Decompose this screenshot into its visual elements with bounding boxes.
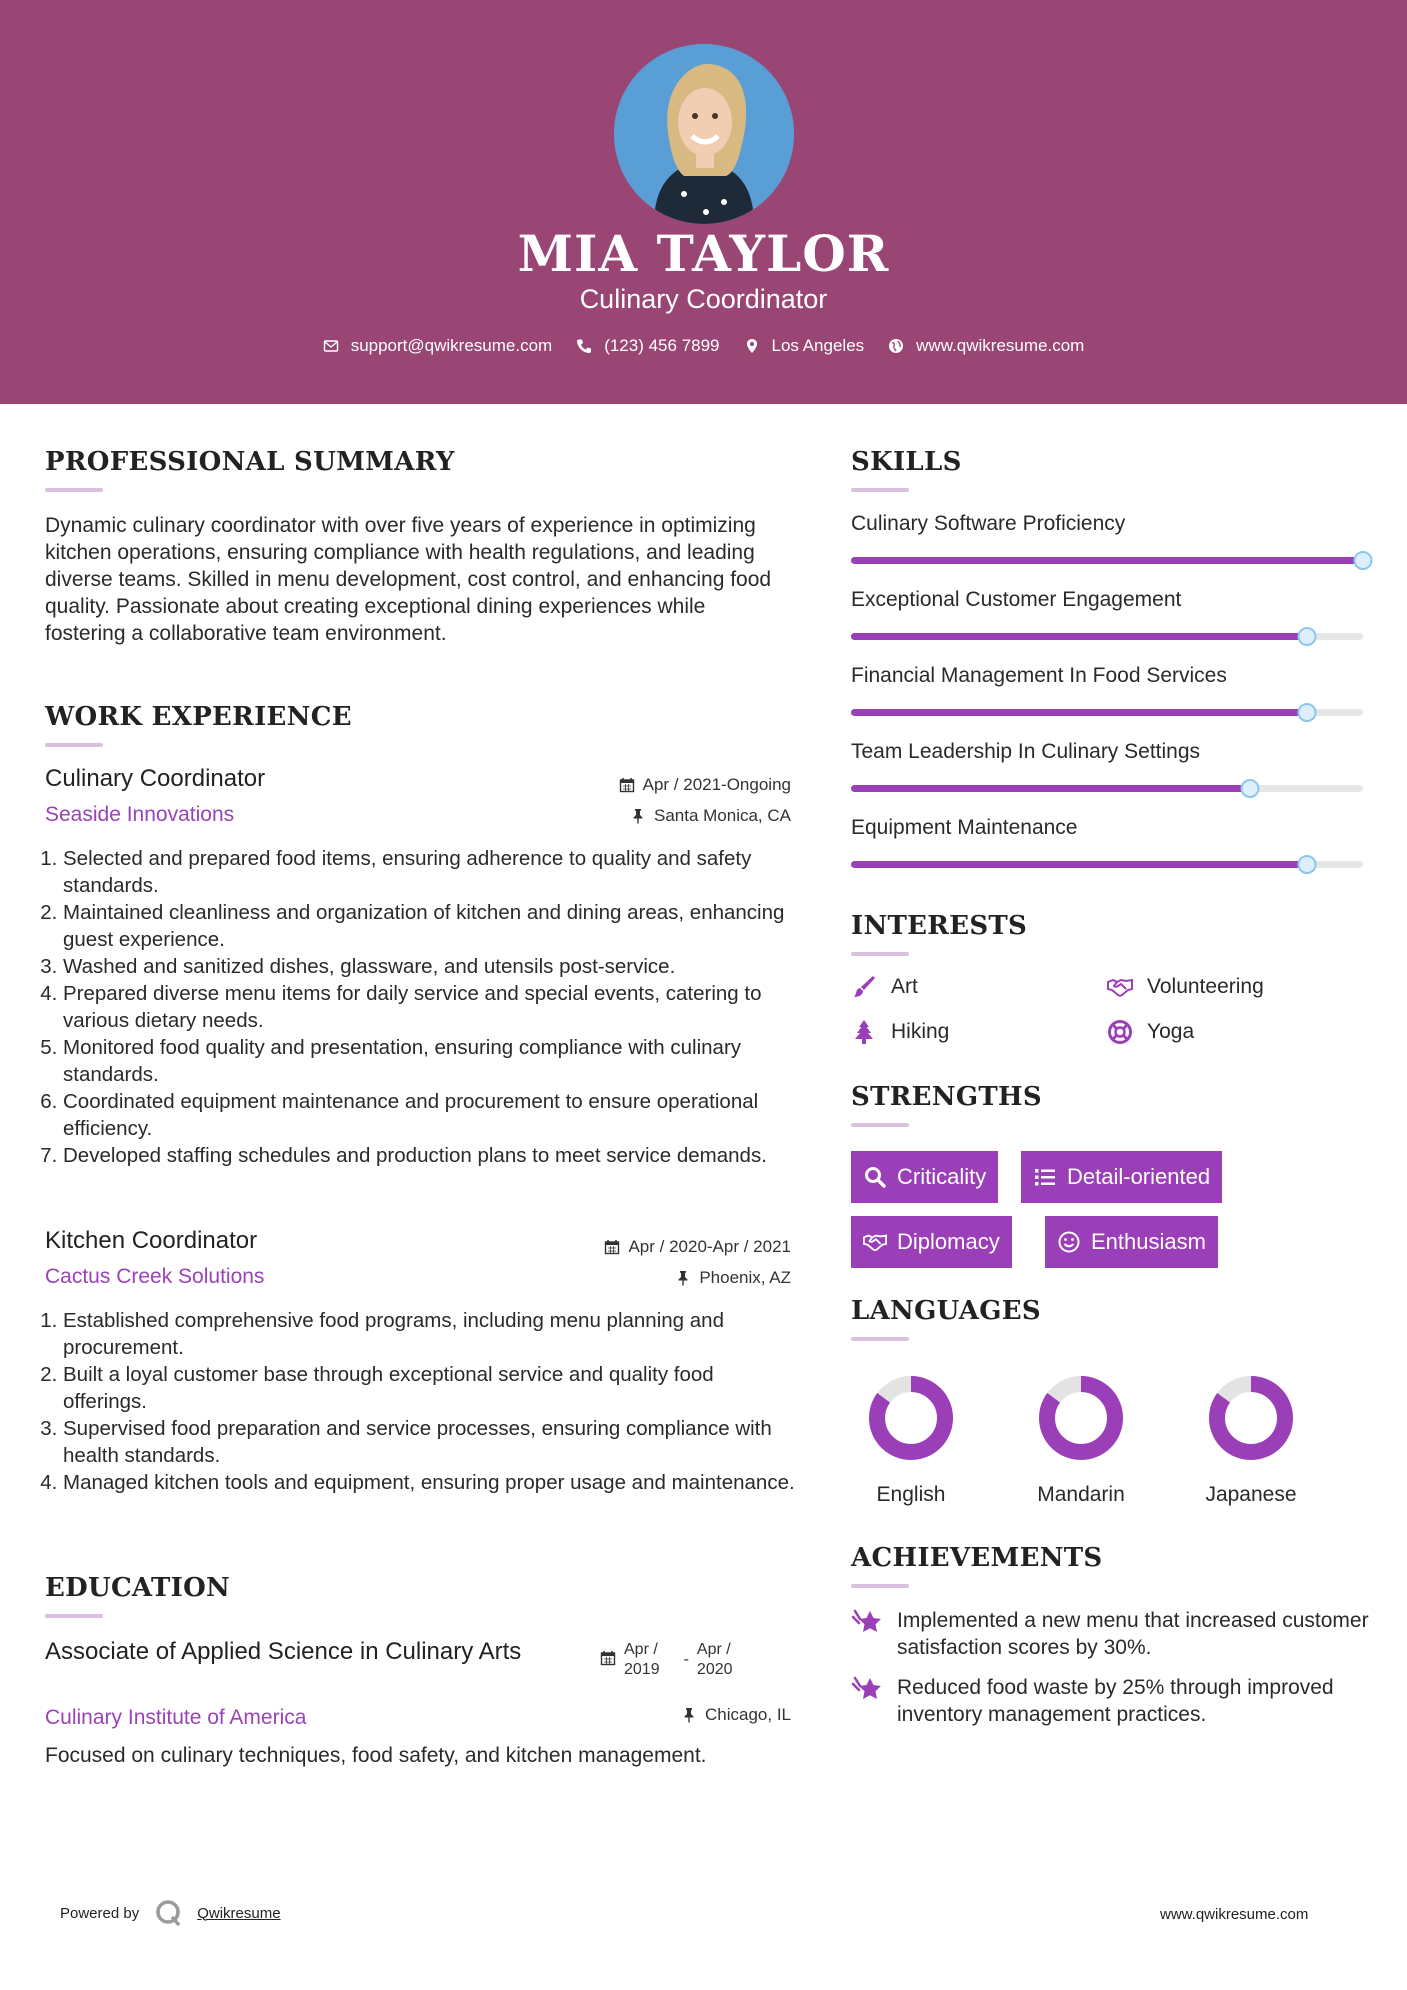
strength-chip-detail-oriented xyxy=(1021,1151,1222,1203)
interest-item-art xyxy=(851,974,918,1000)
footer-website[interactable]: www.qwikresume.com xyxy=(1160,1906,1309,1923)
strengths-heading-rule xyxy=(851,1123,909,1127)
profile-photo xyxy=(614,44,794,224)
contact-website[interactable] xyxy=(888,336,1084,356)
contact-location xyxy=(744,336,865,356)
achievement-text: Reduced food waste by 25% through improved inventory management practices. xyxy=(897,1676,1334,1726)
education-location xyxy=(600,1705,791,1725)
strengths-heading: STRENGTHS xyxy=(851,1082,1042,1112)
languages-heading: LANGUAGES xyxy=(851,1296,1041,1326)
language-level-donut xyxy=(865,1372,957,1464)
language-item xyxy=(841,1372,981,1507)
paintbrush-icon xyxy=(851,974,877,1000)
medal-star-icon xyxy=(851,1607,883,1639)
interest-label: Hiking xyxy=(891,1020,950,1043)
job-location xyxy=(500,1268,791,1288)
skill-level-knob xyxy=(1241,779,1260,798)
summary-text: Dynamic culinary coordinator with over five years of experience in optimizing kitchen operations, ensuring compliance with health regulations, and leading diverse teams. Skilled in menu development, cost control, and enhancing food quality. Passionate about creating exceptional dining experiences while fostering a collaborative team environment. xyxy=(45,514,772,645)
calendar-icon xyxy=(604,1239,620,1255)
interests-heading-rule xyxy=(851,952,909,956)
interest-label: Volunteering xyxy=(1147,975,1264,998)
education-heading: EDUCATION xyxy=(45,1573,231,1603)
language-label: Mandarin xyxy=(1037,1483,1125,1506)
skill-level-fill xyxy=(851,709,1307,716)
skill-level-bar xyxy=(851,785,1363,792)
skill-level-bar xyxy=(851,633,1363,640)
powered-by-text: Powered by xyxy=(60,1904,140,1922)
skill-level-bar xyxy=(851,557,1363,564)
list-item: 7. Developed staffing schedules and production plans to meet service demands. xyxy=(63,1142,795,1169)
interest-label: Yoga xyxy=(1147,1020,1195,1043)
skill-level-knob xyxy=(1297,855,1316,874)
skill-level-knob xyxy=(1354,551,1373,570)
language-item xyxy=(1181,1372,1321,1507)
achievements-heading-rule xyxy=(851,1584,909,1588)
job-location-text: Phoenix, AZ xyxy=(699,1268,791,1287)
company-name: Cactus Creek Solutions xyxy=(45,1265,265,1288)
interest-item-volunteering xyxy=(1107,974,1264,1000)
footer-powered-by xyxy=(60,1898,281,1928)
education-end xyxy=(697,1640,733,1680)
job-duties-list xyxy=(45,845,795,1169)
skill-level-fill xyxy=(851,557,1363,564)
experience-heading: WORK EXPERIENCE xyxy=(45,702,352,732)
skill-label: Financial Management In Food Services xyxy=(851,664,1227,687)
candidate-title: Culinary Coordinator xyxy=(579,284,828,314)
skill-level-knob xyxy=(1297,627,1316,646)
skill-label: Equipment Maintenance xyxy=(851,816,1078,839)
education-end-year: 2020 xyxy=(696,1661,733,1678)
smile-icon xyxy=(1057,1230,1081,1254)
candidate-name: MIA TAYLOR xyxy=(517,224,890,283)
pushpin-icon xyxy=(675,1270,691,1286)
skill-level-fill xyxy=(851,785,1250,792)
globe-icon xyxy=(888,338,904,354)
skill-level-fill xyxy=(851,861,1307,868)
interests-heading: INTERESTS xyxy=(851,911,1028,941)
job-duties-list xyxy=(45,1307,795,1496)
strength-label: Criticality xyxy=(897,1164,987,1189)
handshake-icon xyxy=(1107,974,1133,1000)
search-icon xyxy=(863,1165,887,1189)
strength-label: Enthusiasm xyxy=(1091,1229,1206,1254)
list-item: 6. Coordinated equipment maintenance and procurement to ensure operational efficiency. xyxy=(63,1088,795,1142)
phone-text: (123) 456 7899 xyxy=(604,336,720,355)
job-dates xyxy=(500,1237,791,1257)
list-item: 2. Maintained cleanliness and organization of kitchen and dining areas, enhancing guest experience. xyxy=(63,899,795,953)
summary-heading: PROFESSIONAL SUMMARY xyxy=(45,447,455,477)
education-location-text: Chicago, IL xyxy=(705,1705,791,1724)
contact-email[interactable] xyxy=(323,336,553,356)
phone-icon xyxy=(576,338,592,354)
interest-item-yoga xyxy=(1107,1019,1194,1045)
job-title: Culinary Coordinator xyxy=(45,765,266,792)
achievement-text: Implemented a new menu that increased customer satisfaction scores by 30%. xyxy=(897,1609,1369,1659)
strength-chip-enthusiasm xyxy=(1045,1216,1218,1268)
skills-heading: SKILLS xyxy=(851,447,962,477)
experience-heading-rule xyxy=(45,743,103,747)
degree-title: Associate of Applied Science in Culinary Arts xyxy=(45,1638,522,1665)
lifering-icon xyxy=(1107,1019,1133,1045)
education-start-month: Apr / xyxy=(624,1641,658,1658)
interest-item-hiking xyxy=(851,1019,949,1045)
interest-label: Art xyxy=(891,975,918,998)
list-icon xyxy=(1033,1165,1057,1189)
list-item: 4. Managed kitchen tools and equipment, ensuring proper usage and maintenance. xyxy=(63,1469,795,1496)
education-dates xyxy=(600,1640,733,1680)
list-item: 1. Established comprehensive food programs, including menu planning and procurement. xyxy=(63,1307,795,1361)
strength-chip-criticality xyxy=(851,1151,998,1203)
language-label: English xyxy=(876,1483,946,1506)
email-text: support@qwikresume.com xyxy=(350,336,553,355)
achievement-item xyxy=(851,1674,1371,1728)
skill-level-knob xyxy=(1297,703,1316,722)
list-item: 3. Washed and sanitized dishes, glassware, and utensils post-service. xyxy=(63,953,795,980)
map-pin-icon xyxy=(744,338,760,354)
education-dash: - xyxy=(683,1651,689,1668)
languages-heading-rule xyxy=(851,1337,909,1341)
calendar-icon xyxy=(600,1650,616,1666)
list-item: 2. Built a loyal customer base through exceptional service and quality food offerings. xyxy=(63,1361,795,1415)
job-dates-text: Apr / 2021-Ongoing xyxy=(642,775,791,794)
company-name: Seaside Innovations xyxy=(45,803,235,826)
skill-label: Team Leadership In Culinary Settings xyxy=(851,740,1201,763)
medal-star-icon xyxy=(851,1674,883,1706)
calendar-icon xyxy=(619,777,635,793)
qwikresume-logo-icon xyxy=(153,1898,183,1928)
list-item: 5. Monitored food quality and presentation, ensuring compliance with culinary standards. xyxy=(63,1034,795,1088)
list-item: 4. Prepared diverse menu items for daily service and special events, catering to various dietary needs. xyxy=(63,980,795,1034)
location-text: Los Angeles xyxy=(771,336,865,355)
pushpin-icon xyxy=(681,1707,697,1723)
handshake-icon xyxy=(863,1230,887,1254)
pushpin-icon xyxy=(630,808,646,824)
strength-chip-diplomacy xyxy=(851,1216,1012,1268)
job-dates xyxy=(500,775,791,795)
contact-bar xyxy=(0,336,1407,356)
skills-heading-rule xyxy=(851,488,909,492)
tree-icon xyxy=(851,1019,877,1045)
website-text: www.qwikresume.com xyxy=(916,336,1085,355)
language-label: Japanese xyxy=(1205,1483,1297,1506)
qwikresume-link[interactable]: Qwikresume xyxy=(197,1904,281,1922)
school-name: Culinary Institute of America xyxy=(45,1706,307,1729)
skill-level-fill xyxy=(851,633,1307,640)
strength-label: Diplomacy xyxy=(897,1229,1000,1254)
job-location xyxy=(500,806,791,826)
job-dates-text: Apr / 2020-Apr / 2021 xyxy=(628,1237,791,1256)
envelope-icon xyxy=(323,338,339,354)
language-item xyxy=(1011,1372,1151,1507)
strength-label: Detail-oriented xyxy=(1067,1164,1211,1189)
skill-label: Exceptional Customer Engagement xyxy=(851,588,1182,611)
education-description: Focused on culinary techniques, food safety, and kitchen management. xyxy=(45,1744,707,1767)
language-level-donut xyxy=(1035,1372,1127,1464)
education-heading-rule xyxy=(45,1614,103,1618)
achievement-item xyxy=(851,1607,1371,1661)
list-item: 1. Selected and prepared food items, ensuring adherence to quality and safety standards. xyxy=(63,845,795,899)
education-start xyxy=(624,1640,660,1680)
skill-label: Culinary Software Proficiency xyxy=(851,512,1126,535)
education-end-month: Apr / xyxy=(696,1641,731,1658)
skill-level-bar xyxy=(851,709,1363,716)
list-item: 3. Supervised food preparation and service processes, ensuring compliance with health standards. xyxy=(63,1415,795,1469)
skill-level-bar xyxy=(851,861,1363,868)
education-start-year: 2019 xyxy=(624,1661,660,1678)
job-title: Kitchen Coordinator xyxy=(45,1227,258,1254)
contact-phone[interactable] xyxy=(576,336,719,356)
language-level-donut xyxy=(1205,1372,1297,1464)
job-location-text: Santa Monica, CA xyxy=(653,806,791,825)
achievements-heading: ACHIEVEMENTS xyxy=(851,1543,1103,1573)
resume-header xyxy=(0,0,1407,404)
summary-heading-rule xyxy=(45,488,103,492)
